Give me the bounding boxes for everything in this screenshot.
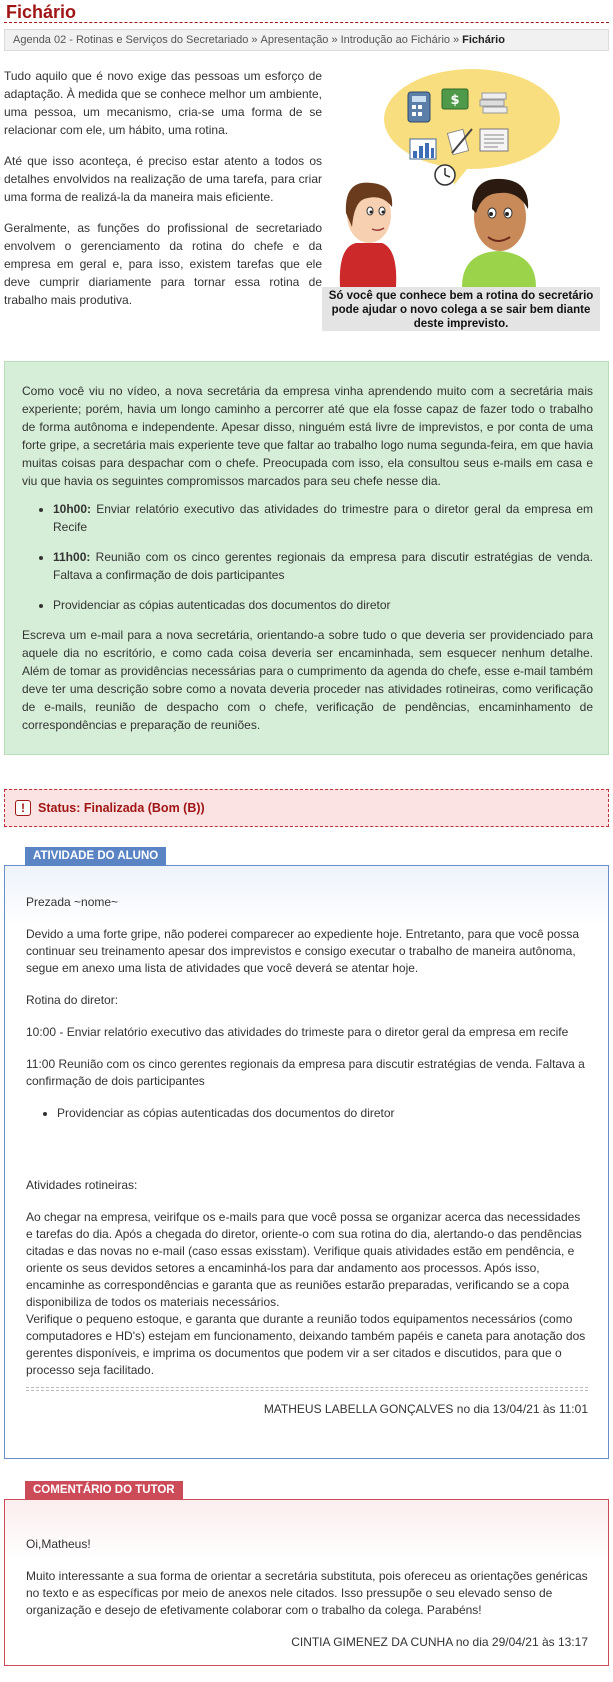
page-title: Fichário (4, 0, 609, 23)
student-paragraph: 11:00 Reunião com os cinco gerentes regionais da empresa para discutir estratégias de venda. Faltava a confirmação de dois participantes (26, 1057, 585, 1088)
task-text: Reunião com os cinco gerentes regionais da empresa para discutir estratégias de venda. Faltava a confirmação de dois participantes (53, 550, 593, 582)
task-text: Providenciar as cópias autenticadas dos documentos do diretor (53, 598, 391, 612)
breadcrumb (4, 29, 609, 51)
student-paragraph: Atividades rotineiras: (26, 1178, 138, 1192)
task-paragraph: Escreva um e-mail para a nova secretária, orientando-a sobre tudo o que deveria ser providenciado para aquele dia no escritório, e como cada coisa deveria ser encaminhada, sem esquecer nenhum detalhe. Além de tomar as providências necessárias para o cumprimento da agenda do chefe, esse e-mail também deve ter uma descrição sobre como a novata deveria proceder nas atividades rotineiras, como verificação de e-mails, reunião de despacho com o chefe, verificação de pendências, encaminhamento de correspondências e preparação de reuniões. (22, 628, 593, 732)
svg-text:$: $ (450, 93, 460, 108)
task-list-item (53, 500, 593, 536)
tutor-greeting: Oi,Matheus! (26, 1537, 91, 1551)
breadcrumb-item-apresentacao[interactable]: Apresentação (260, 34, 329, 46)
student-list-item: • Providenciar as cópias autenticadas dos documentos do diretor (57, 1105, 588, 1122)
intro-paragraph: Até que isso aconteça, é preciso estar atento a todos os detalhes envolvidos na realização de uma tarefa, para criar uma forma de realizá-la da maneira mais eficiente. (4, 154, 322, 204)
student-paragraph: 10:00 - Enviar relatório executivo das atividades do trimeste para o diretor geral da empresa em recife (26, 1025, 569, 1039)
task-time: 11h00: (53, 550, 91, 564)
secretaries-illustration (322, 67, 600, 287)
breadcrumb-item-agenda[interactable]: Agenda 02 - Rotinas e Serviços do Secretariado (13, 34, 249, 46)
task-paragraph: Como você viu no vídeo, a nova secretária da empresa vinha aprendendo muito com a secretária mais experiente; porém, havia um longo caminho a percorrer até que ela fosse capaz de fazer todo o trabalho de forma autônoma e independente. Apesar disso, ninguém está livre de imprevistos, e por conta de uma forte gripe, a secretária mais experiente teve que faltar ao trabalho logo numa segunda-feira, em que havia muitas coisas para despachar com o chefe. Preocupada com isso, ela consultou seus e-mails em casa e viu que havia os seguintes compromissos marcados para seu chefe nesse dia. (22, 384, 593, 488)
tutor-comment-box (4, 1499, 609, 1666)
figure-caption: Só você que conhece bem a rotina do secretário pode ajudar o novo colega a se sair bem diante deste imprevisto. (322, 287, 600, 331)
student-signature: MATHEUS LABELLA GONÇALVES no dia 13/04/21 às 11:01 (263, 1402, 588, 1416)
task-time: 10h00: (53, 502, 92, 516)
student-paragraph: Ao chegar na empresa, veirifque os e-mails para que você possa se organizar acerca das necessidades e tarefas do dia. Após a chegada do diretor, oriente-o com sua rotina do dia, alertando-o das pendências citadas e das novas no e-mail (caso essas exisstam). Verifique quais atividades estão em pendência, e oriente os seus devidos setores a encaminhá-los para dar andamento aos processos. Após isso, encaminhe as correspondências e garanta que as reuniões estarão preparadas, verificando se a copa disponibiliza de todos os materiais necessários. (26, 1210, 582, 1309)
task-list-item (53, 548, 593, 584)
breadcrumb-separator: » (331, 34, 338, 46)
breadcrumb-separator: » (251, 34, 258, 46)
status-text: Status: Finalizada (Bom (B)) (38, 800, 205, 815)
intro-illustration (322, 67, 600, 339)
breadcrumb-current: Fichário (462, 34, 505, 46)
alert-icon: ! (15, 800, 31, 816)
task-text: Enviar relatório executivo das atividades do trimestre para o diretor geral da empresa em Recife (53, 502, 593, 534)
task-list-item (53, 596, 593, 614)
signature-divider (26, 1387, 588, 1391)
task-box (4, 361, 609, 755)
task-list (53, 500, 593, 614)
student-paragraph: Verifique o pequeno estoque, e garanta que durante a reunião todos equipamentos necessários (como computadores e HD's) estejam em funcionamento, deixando também papéis e caneta para anotação dos gerentes disponíveis, e imprima os documentos que podem vir a ser citados e discutidos, para que o processo seja facilitado. (26, 1312, 586, 1377)
breadcrumb-separator: » (453, 34, 460, 46)
student-paragraph: Devido a uma forte gripe, não poderei comparecer ao expediente hoje. Entretanto, para que você possa continuar seu treinamento apesar dos imprevistos e consigo executar o trabalho de maneira autônoma, segue em anexo uma lista de atividades que você deverá se atentar hoje. (26, 927, 580, 975)
student-list (57, 1105, 588, 1122)
student-activity-box (4, 865, 609, 1459)
student-greeting: Prezada ~nome~ (26, 895, 119, 909)
tutor-comment-label: COMENTÁRIO DO TUTOR (25, 1481, 183, 1500)
tutor-signature: CINTIA GIMENEZ DA CUNHA no dia 29/04/21 às 13:17 (291, 1635, 588, 1649)
intro-paragraph: Geralmente, as funções do profissional de secretariado envolvem o gerenciamento da rotina do chefe e da empresa em geral e, para isso, existem tarefas que ele deve cumprir diariamente para tornar essa rotina de trabalho mais produtiva. (4, 221, 322, 307)
intro-section (4, 67, 609, 339)
status-badge (4, 789, 609, 827)
breadcrumb-item-introducao[interactable]: Introdução ao Fichário (340, 34, 451, 46)
student-paragraph: Rotina do diretor: (26, 993, 119, 1007)
tutor-paragraph: Muito interessante a sua forma de orientar a secretária substituta, pois ofereceu as orientações genéricas no texto e as específicas por meio de anexos nele citados. Isso pressupõe o seu elevado senso de organização e desejo de efetivamente colaborar com o trabalho da colega. Parabéns! (26, 1569, 588, 1617)
intro-text (4, 67, 322, 322)
student-activity-label: ATIVIDADE DO ALUNO (25, 847, 166, 866)
intro-paragraph: Tudo aquilo que é novo exige das pessoas um esforço de adaptação. À medida que se conhece melhor um ambiente, uma pessoa, um mecanismo, cria-se uma forma de se relacionar com ele, um hábito, uma rotina. (4, 69, 322, 137)
